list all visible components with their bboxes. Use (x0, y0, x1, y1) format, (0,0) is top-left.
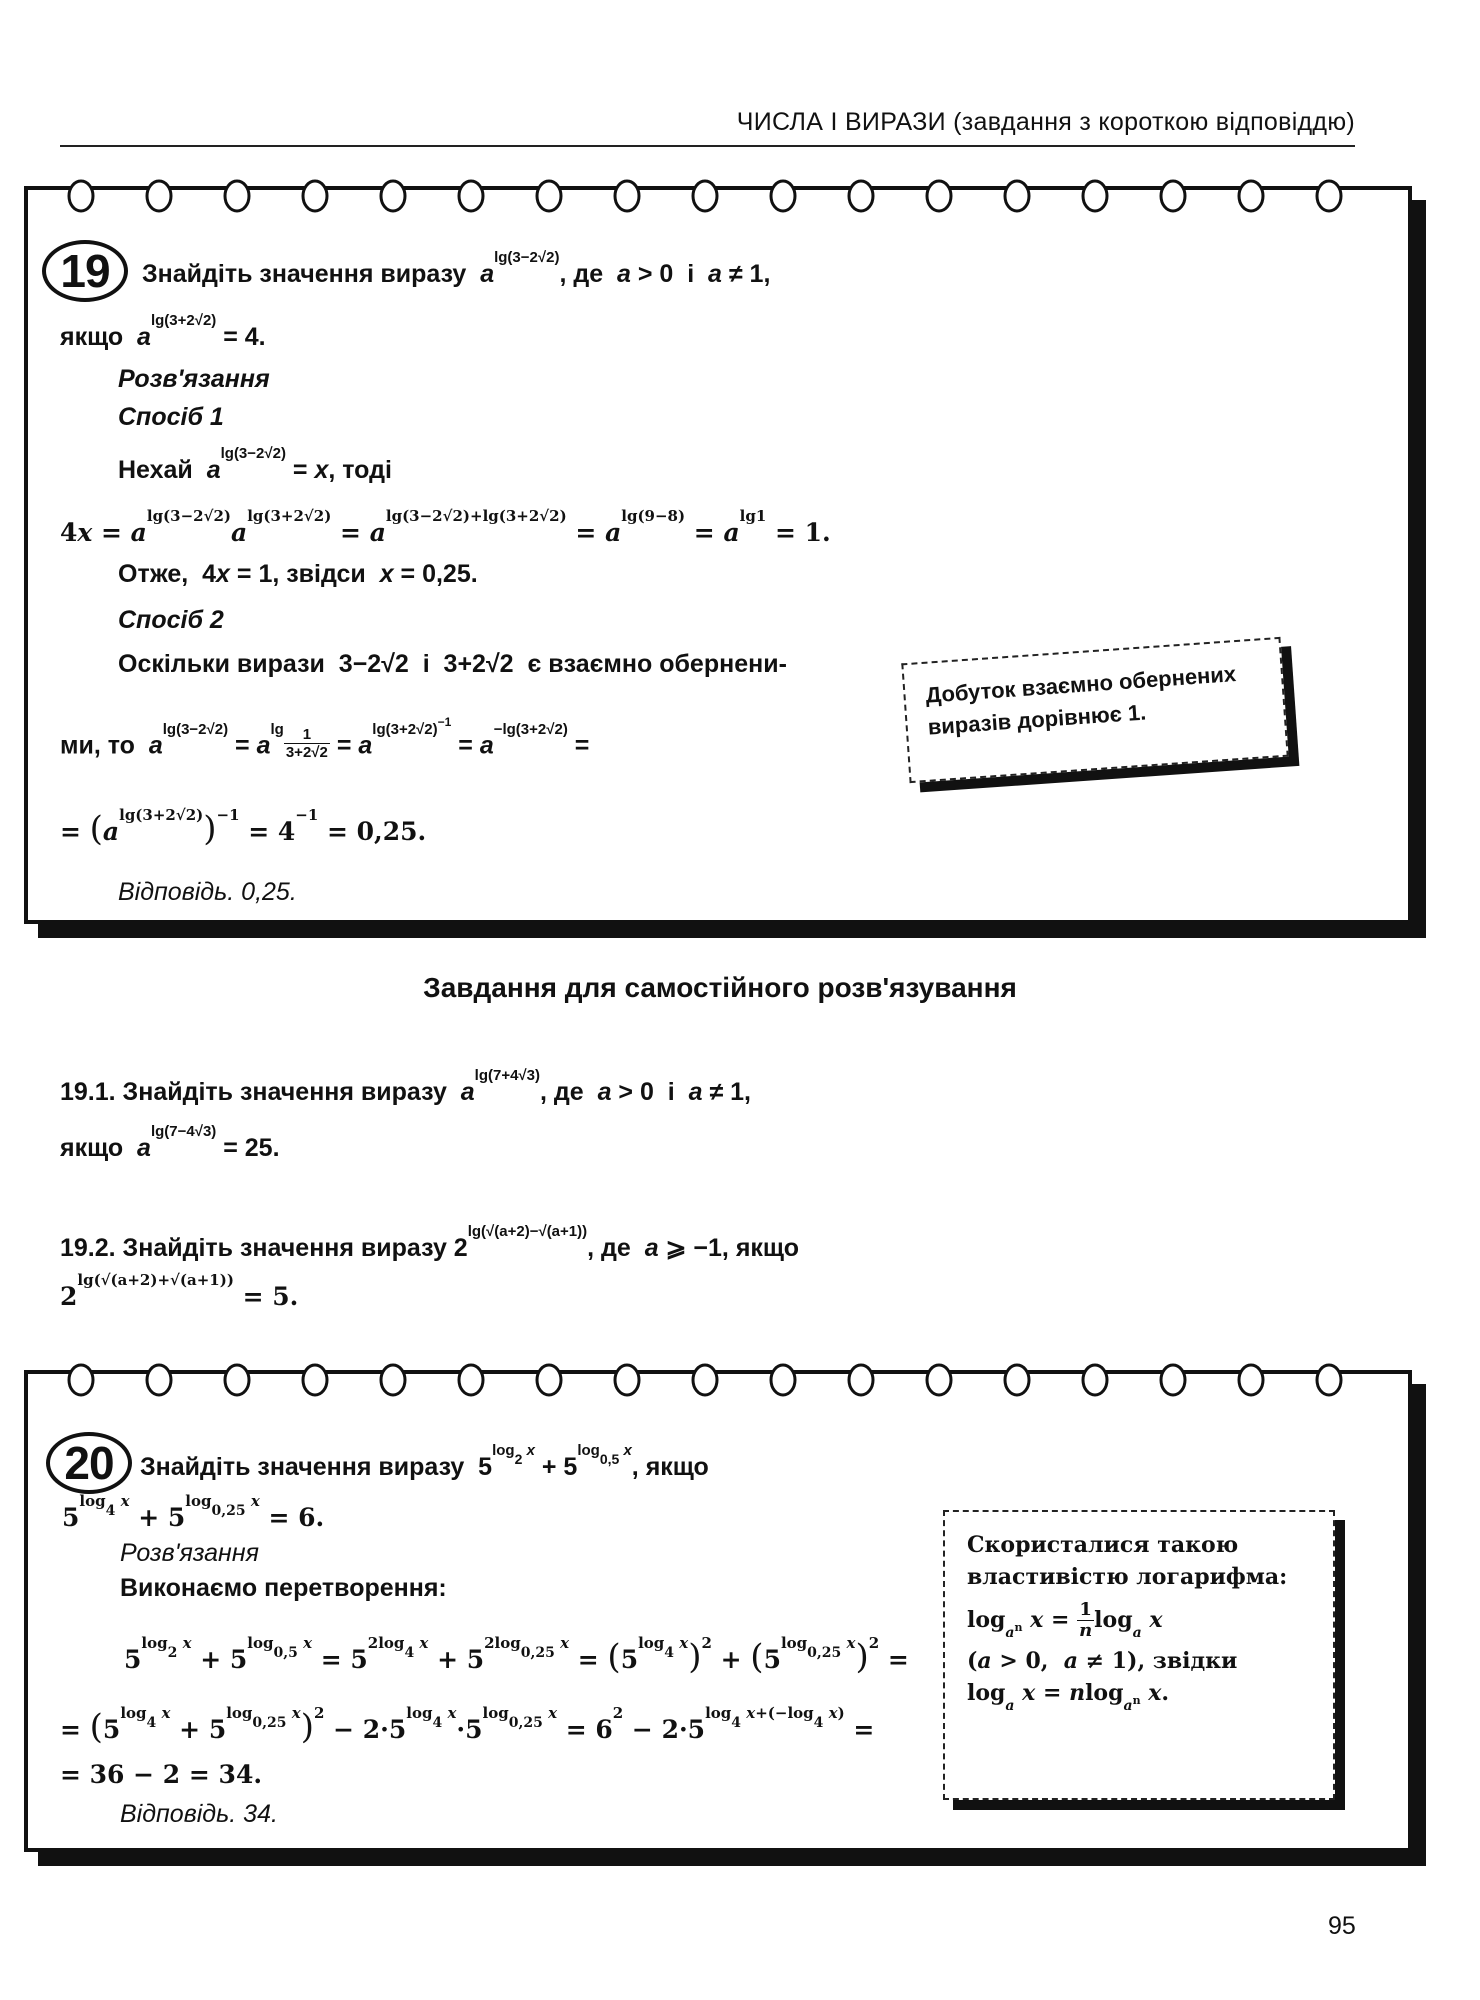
exercise-19-1-line1: 19.1. Знайдіть значення виразу $a^{lg(7+4√3)}$, де a > 0 і a ≠ 1, (60, 1067, 751, 1106)
task-19-solution-label: Розв'язання (118, 365, 270, 393)
task-19-answer: Відповідь. 0,25. (118, 878, 297, 906)
spiral-rings (56, 1348, 1386, 1408)
task-20-statement-1: Знайдіть значення виразу $5^{log_2 x} + 5^{log_{0,5} x}$, якщо (140, 1442, 709, 1481)
page-number: 95 (1328, 1912, 1356, 1940)
task-20-line3: = 36 − 2 = 34. (60, 1760, 263, 1789)
task-19-statement-2: якщо $a^{lg(3+2√2)} = 4$. (60, 312, 266, 351)
task-19-method2-line2: ми, то $a^{lg(3-2√2)} = a^{lg \frac{1}{3+2√2}}$ = $a^{lg(3+2√2)^{-1}} = a^{-lg(3+2√2)}$ = (60, 714, 590, 762)
task-19-method1-label: Спосіб 1 (118, 403, 224, 431)
task-20-answer: Відповідь. 34. (120, 1800, 278, 1828)
spiral-rings (56, 164, 1386, 224)
task-19-note-text: Добуток взаємно обернених виразів дорівнює 1. (924, 661, 1237, 740)
task-19-method1-line1: Нехай $a^{lg(3-2√2)} = x$, тоді (118, 445, 392, 484)
exercise-19-1-number: 19.1. (60, 1078, 116, 1106)
task-19-statement-1: Знайдіть значення виразу $a^{lg(3-2√2)}$, де a > 0 і a ≠ 1, (142, 249, 771, 288)
task-20-note-line1: Скористалися такою (967, 1532, 1239, 1558)
task-19-badge: 19 (42, 240, 128, 302)
task-20-note (943, 1510, 1335, 1800)
task-19-method2-line1: Оскільки вирази 3−2√2 і 3+2√2 є взаємно обернени- (118, 650, 787, 678)
task-20-line1: $5^{log_2 x} + 5^{log_{0,5} x} = 5^{2log_4 x} + 5^{2log_{0,25} x} = (5^{log_4 x})^2 + (5^{log_{0,25} x})^2$ = (124, 1634, 909, 1677)
task-20-statement-2: $5^{log_4 x} + 5^{log_{0,25} x} = 6$. (62, 1492, 325, 1532)
exercise-19-2-line2: $2^{lg(√(a+2)+√(a+1))} = 5$. (60, 1271, 299, 1311)
exercise-19-1-line2: якщо $a^{lg(7-4√3)} = 25$. (60, 1123, 280, 1162)
header-rule (60, 145, 1355, 147)
task-20-note-line5: $\log_a x = nlog_{a^n}$ x. (967, 1680, 1170, 1715)
task-20-solution-label: Розв'язання (120, 1539, 259, 1567)
task-20-note-line4: (a > 0, a ≠ 1), звідки (967, 1648, 1238, 1675)
task-20-note-line2: властивістю логарифма: (967, 1563, 1288, 1590)
section-title: Завдання для самостійного розв'язування (423, 972, 1017, 1003)
task-19-method2-line3: = $(a^{lg(3+2√2)})^{-1} = 4^{-1} = 0,25$. (60, 806, 427, 849)
task-19-method1-line2: $4x = a^{lg(3-2√2)}a^{lg(3+2√2)} = a^{lg(3-2√2)+lg(3+2√2)} = a^{lg(9-8)} = a^{lg1} = 1$. (60, 507, 831, 547)
page-header: ЧИСЛА І ВИРАЗИ (завдання з короткою відповіддю) (736, 108, 1355, 136)
task-19-method1-line3: Отже, 4x = 1, звідси x = 0,25. (118, 560, 478, 588)
task-19-method2-label: Спосіб 2 (118, 606, 224, 634)
task-20-intro: Виконаємо перетворення: (120, 1574, 447, 1602)
exercise-19-2-line1: 19.2. Знайдіть значення виразу $2^{lg(√(a+2)-√(a+1))}$, де a ⩾ −1, якщо (60, 1223, 799, 1262)
task-20-note-line3: $\log_{a^n} x$ = $\frac{1}{n}$ $\log_a x$ (967, 1598, 1163, 1642)
task-20-badge: 20 (46, 1432, 132, 1494)
exercise-19-2-number: 19.2. (60, 1234, 116, 1262)
task-20-line2: = $(5^{log_4 x} + 5^{log_{0,25} x})^2 - 2\cdot 5^{log_4 x}\cdot 5^{log_{0,25} x} = 6^2 - 2\cdot 5^{log_4 x+(-log_4 x)}$ = (60, 1704, 875, 1747)
